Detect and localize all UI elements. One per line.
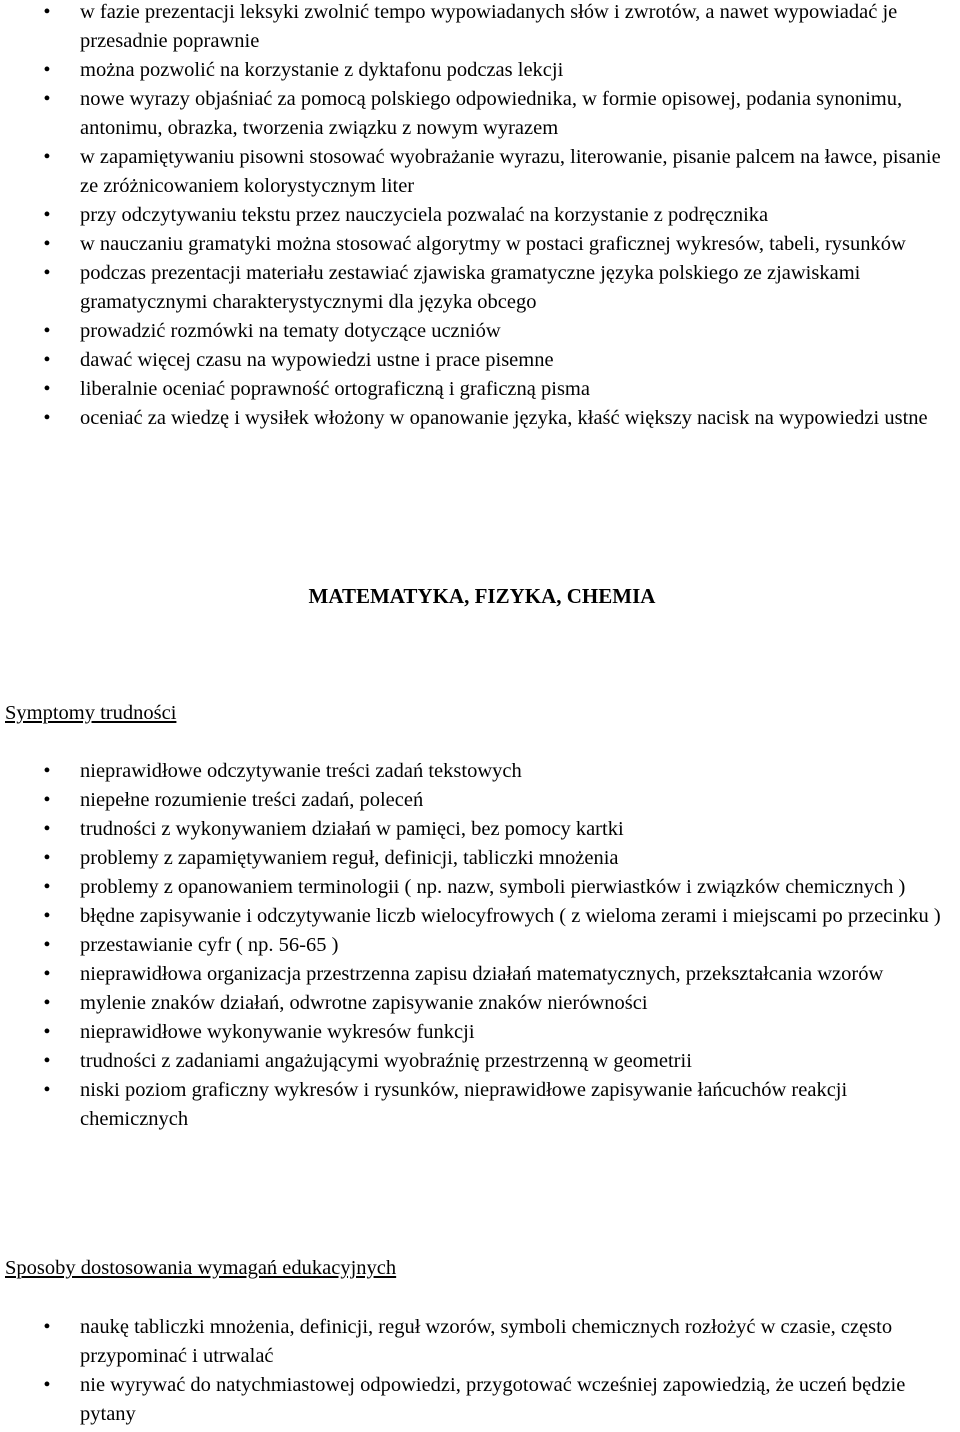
list-item-text: problemy z zapamiętywaniem reguł, definicji, tabliczki mnożenia bbox=[80, 847, 619, 869]
section-heading: MATEMATYKA, FIZYKA, CHEMIA bbox=[308, 584, 656, 608]
list-item-text: naukę tabliczki mnożenia, definicji, reguł wzorów, symboli chemicznych rozłożyć w czasie, często przypominać i utrwalać bbox=[80, 1316, 893, 1367]
bullet-icon: • bbox=[43, 992, 51, 1014]
list-item bbox=[0, 230, 960, 259]
list-item bbox=[0, 0, 960, 56]
symptoms-bullet-list bbox=[0, 757, 960, 1134]
bullet-icon: • bbox=[43, 1079, 51, 1101]
list-item bbox=[0, 989, 960, 1018]
list-item-text: niepełne rozumienie treści zadań, poleceń bbox=[80, 789, 424, 811]
bullet-icon: • bbox=[43, 146, 51, 168]
bullet-icon: • bbox=[43, 88, 51, 110]
list-item bbox=[0, 844, 960, 873]
list-item-text: można pozwolić na korzystanie z dyktafonu podczas lekcji bbox=[80, 59, 564, 81]
bullet-icon: • bbox=[43, 876, 51, 898]
bullet-icon: • bbox=[43, 1, 51, 23]
bullet-icon: • bbox=[43, 1316, 51, 1338]
list-item-text: nie wyrywać do natychmiastowej odpowiedzi, przygotować wcześniej zapowiedzią, że uczeń będzie pytany bbox=[80, 1374, 906, 1425]
list-item bbox=[0, 143, 960, 201]
bullet-icon: • bbox=[43, 204, 51, 226]
list-item bbox=[0, 317, 960, 346]
bullet-icon: • bbox=[43, 1021, 51, 1043]
list-item bbox=[0, 1047, 960, 1076]
list-item-text: przestawianie cyfr ( np. 56-65 ) bbox=[80, 934, 339, 956]
list-item-text: trudności z zadaniami angażującymi wyobraźnię przestrzenną w geometrii bbox=[80, 1050, 692, 1072]
list-item bbox=[0, 56, 960, 85]
list-item-text: mylenie znaków działań, odwrotne zapisywanie znaków nierówności bbox=[80, 992, 648, 1014]
bullet-icon: • bbox=[43, 349, 51, 371]
bullet-icon: • bbox=[43, 1374, 51, 1396]
list-item-text: dawać więcej czasu na wypowiedzi ustne i prace pisemne bbox=[80, 349, 554, 371]
list-item bbox=[0, 786, 960, 815]
list-item bbox=[0, 757, 960, 786]
list-item bbox=[0, 873, 960, 902]
bullet-icon: • bbox=[43, 1050, 51, 1072]
bullet-icon: • bbox=[43, 818, 51, 840]
list-item-text: błędne zapisywanie i odczytywanie liczb wielocyfrowych ( z wieloma zerami i miejscami po przecinku ) bbox=[80, 905, 941, 927]
subheading-adaptations: Sposoby dostosowania wymagań edukacyjnych bbox=[5, 1257, 397, 1279]
list-item-text: niski poziom graficzny wykresów i rysunków, nieprawidłowe zapisywanie łańcuchów reakcji chemicznych bbox=[80, 1079, 848, 1130]
intro-bullet-list bbox=[0, 0, 960, 433]
list-item bbox=[0, 1371, 960, 1429]
list-item bbox=[0, 85, 960, 143]
list-item-text: w zapamiętywaniu pisowni stosować wyobrażanie wyrazu, literowanie, pisanie palcem na ławce, pisanie ze zróżnicowaniem kolorystycznym liter bbox=[80, 146, 941, 197]
bullet-icon: • bbox=[43, 407, 51, 429]
bullet-icon: • bbox=[43, 760, 51, 782]
list-item-text: podczas prezentacji materiału zestawiać zjawiska gramatyczne języka polskiego ze zjawiskami gramatycznymi charakterystycznymi dla języka obcego bbox=[80, 262, 861, 313]
list-item-text: nieprawidłowe wykonywanie wykresów funkcji bbox=[80, 1021, 475, 1043]
subheading-symptoms: Symptomy trudności bbox=[5, 702, 177, 724]
list-item bbox=[0, 931, 960, 960]
list-item bbox=[0, 404, 960, 433]
list-item-text: oceniać za wiedzę i wysiłek włożony w opanowanie języka, kłaść większy nacisk na wypowiedzi ustne bbox=[80, 407, 928, 429]
list-item-text: nieprawidłowa organizacja przestrzenna zapisu działań matematycznych, przekształcania wzorów bbox=[80, 963, 884, 985]
bullet-icon: • bbox=[43, 934, 51, 956]
list-item-text: liberalnie oceniać poprawność ortograficzną i graficzną pisma bbox=[80, 378, 590, 400]
list-item-text: trudności z wykonywaniem działań w pamięci, bez pomocy kartki bbox=[80, 818, 624, 840]
list-item-text: nowe wyrazy objaśniać za pomocą polskiego odpowiednika, w formie opisowej, podania synonimu, antonimu, obrazka, tworzenia związku z nowym wyrazem bbox=[80, 88, 903, 139]
bullet-icon: • bbox=[43, 963, 51, 985]
list-item-text: nieprawidłowe odczytywanie treści zadań tekstowych bbox=[80, 760, 522, 782]
list-item bbox=[0, 902, 960, 931]
bullet-icon: • bbox=[43, 262, 51, 284]
bullet-icon: • bbox=[43, 320, 51, 342]
list-item-text: przy odczytywaniu tekstu przez nauczyciela pozwalać na korzystanie z podręcznika bbox=[80, 204, 769, 226]
list-item-text: w nauczaniu gramatyki można stosować algorytmy w postaci graficznej wykresów, tabeli, rysunków bbox=[80, 233, 906, 255]
adaptations-bullet-list bbox=[0, 1313, 960, 1429]
list-item bbox=[0, 815, 960, 844]
list-item bbox=[0, 1076, 960, 1134]
list-item bbox=[0, 1313, 960, 1371]
list-item bbox=[0, 259, 960, 317]
bullet-icon: • bbox=[43, 905, 51, 927]
list-item-text: prowadzić rozmówki na tematy dotyczące uczniów bbox=[80, 320, 501, 342]
bullet-icon: • bbox=[43, 789, 51, 811]
list-item-text: problemy z opanowaniem terminologii ( np. nazw, symboli pierwiastków i związków chemicznych ) bbox=[80, 876, 906, 898]
list-item bbox=[0, 1018, 960, 1047]
bullet-icon: • bbox=[43, 847, 51, 869]
list-item-text: w fazie prezentacji leksyki zwolnić tempo wypowiadanych słów i zwrotów, a nawet wypowiadać je przesadnie poprawnie bbox=[80, 1, 898, 52]
bullet-icon: • bbox=[43, 59, 51, 81]
list-item bbox=[0, 960, 960, 989]
list-item bbox=[0, 375, 960, 404]
bullet-icon: • bbox=[43, 378, 51, 400]
list-item bbox=[0, 346, 960, 375]
list-item bbox=[0, 201, 960, 230]
bullet-icon: • bbox=[43, 233, 51, 255]
